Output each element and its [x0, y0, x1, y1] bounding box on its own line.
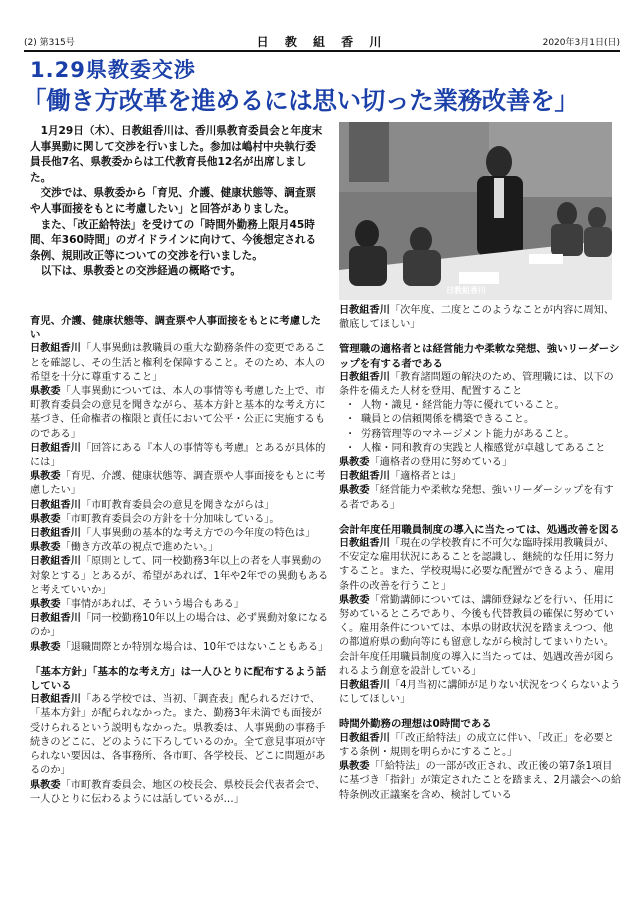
- page-header: [24, 35, 620, 49]
- left-column: [30, 314, 330, 807]
- speaker-name: 県教委: [30, 471, 61, 483]
- issue-date: 2020年3月1日(日): [542, 38, 620, 48]
- dialogue-text: 「現在の学校教育に不可欠な臨時採用教職員が、不安定な雇用状況にあることを認識し、継続的な任用に努力すること。また、学校現場に必要な配置ができるよう、雇用条件の改善を行うこと」: [339, 538, 615, 592]
- dialogue-text: 「回答にある『本人の事情等も考慮』とあるが具体的には」: [30, 442, 326, 469]
- dialogue-text: 「人事異動の基本的な考え方での今年度の特色は」: [80, 528, 316, 540]
- list-item: ・ 労務管理等のマネージメント能力があること。: [339, 428, 622, 442]
- photo-caption: 日教組香川: [446, 286, 486, 295]
- header-rule: [24, 50, 620, 52]
- dialogue-text: 「同一校勤務10年以上の場合は、必ず異動対象になるのか」: [30, 613, 329, 639]
- dialogue-line: [30, 612, 330, 640]
- dialogue-text: 「人事異動は教職員の重大な勤務条件の変更であることを確認し、その生活と権利を保障すること。そのため、本人の希望を十分に尊重すること」: [30, 343, 326, 383]
- section-heading: 育児、介護、健康状態等、調査票や人事面接をもとに考慮したい: [30, 315, 321, 342]
- dialogue-line: [30, 641, 330, 655]
- section-heading: 会計年度任用職員制度の導入に当たっては、処遇改善を図る: [339, 523, 620, 536]
- speaker-name: 日教組香川: [30, 528, 81, 540]
- section-gap: [30, 655, 330, 665]
- dialogue-line: [30, 470, 330, 498]
- condition-list: [339, 399, 622, 456]
- speaker-name: 県教委: [30, 641, 61, 653]
- speaker-name: 県教委: [30, 386, 61, 398]
- speaker-name: 日教組香川: [339, 538, 390, 550]
- dialogue-text: 「ある学校では、当初、「調査表」配られるだけで、「基本方針」が配られなかった。また、勤務3年未満でも面接が受けられるという説明もなかった。県教委は、人事異動の事務手続きのどこに、どのように下ろしているのか。全て意見事項が守られない要因は、各事務所、各市町、各学校長、どこに問題があるのか」: [30, 694, 326, 777]
- intro-text: [30, 124, 326, 280]
- right-column: [339, 304, 622, 803]
- dialogue-text: 「市町教育委員会の方針を十分加味している」。: [60, 513, 280, 525]
- speaker-name: 県教委: [339, 594, 370, 606]
- dialogue-text: 「働き方改革の視点で進めたい。」: [60, 542, 219, 554]
- dialogue-text: 「事情があれば、そういう場合もある」: [60, 599, 244, 611]
- speaker-name: 県教委: [339, 457, 370, 469]
- speaker-name: 日教組香川: [339, 305, 390, 316]
- dialogue-text: 「退職間際とか特別な場合は、10年ではないこともある」: [60, 641, 329, 653]
- intro-paragraph: 1月29日（木）、日教組香川は、香川県教育委員会と年度末人事異動に関して交渉を行いました。参加は嶋村中央執行委員長他7名、県教委からは工代教育長他12名が出席しました。: [30, 125, 323, 184]
- dialogue-line: [30, 779, 330, 807]
- section-gap: [339, 513, 622, 523]
- dialogue-line: [339, 760, 622, 803]
- dialogue-line: [339, 537, 622, 594]
- speaker-name: 日教組香川: [30, 499, 81, 511]
- speaker-name: 県教委: [30, 513, 61, 525]
- speaker-name: 県教委: [339, 761, 370, 773]
- dialogue-text: 「経営能力や柔軟な発想、強いリーダーシップを有する者である」: [339, 485, 614, 511]
- dialogue-text: 「市町教育委員会、地区の校長会、県校長会代表者会で、一人ひとりに伝わるようには話しているが…」: [30, 779, 326, 805]
- speaker-name: 日教組香川: [30, 613, 81, 625]
- speaker-name: 日教組香川: [30, 556, 81, 568]
- dialogue-line: [30, 442, 330, 470]
- dialogue-line: [339, 456, 622, 470]
- speaker-name: 県教委: [30, 599, 61, 611]
- dialogue-line: [339, 470, 622, 484]
- dialogue-line: [339, 484, 622, 512]
- dialogue-line: [30, 342, 330, 385]
- section-heading: 管理職の適格者とは経営能力や柔軟な発想、強いリーダーシップを有する者である: [339, 343, 620, 370]
- dialogue-text: 「常勤講師については、講師登録などを行い、任用に努めているところであり、今後も代替教員の確保に努めていく。雇用条件については、本県の財政状況を踏まえつつ、他の都道府県の動向等にも留意しながら検討してまいりたい。会計年度任用職員制度の導入に当たっては、処遇改善が図られるよう創意を設計している」: [339, 594, 615, 677]
- dialogue-text: 「適格者の登用に努めている」: [369, 457, 513, 469]
- speaker-name: 県教委: [339, 485, 370, 497]
- dialogue-text: 「次年度、二度とこのようなことが内容に周知、徹底してほしい」: [339, 305, 615, 331]
- dialogue-text: 「教育諸問題の解決のため、管理職には、以下の条件を備えた人材を登用、配置すること: [339, 371, 614, 398]
- speaker-name: 県教委: [30, 779, 61, 791]
- dialogue-line: [30, 598, 330, 612]
- speaker-name: 日教組香川: [339, 732, 390, 744]
- meeting-photo: [339, 122, 612, 300]
- intro-paragraph: 交渉では、県教委から「育児、介護、健康状態等、調査票や人事面接をもとに考慮したい」と回答がありました。: [30, 187, 317, 215]
- section-gap: [339, 707, 622, 717]
- dialogue-text: 「人事異動については、本人の事情等も考慮した上で、市町教育委員会の意見を聞きながら、基本方針と基本的な考え方に基づき、任命権者の権限と責任において公平・公正に実施するものである」: [30, 386, 326, 440]
- dialogue-text: 「育児、介護、健康状態等、調査票や人事面接をもとに考慮したい」: [30, 471, 326, 497]
- speaker-name: 日教組香川: [339, 371, 390, 383]
- dialogue-text: 「市町教育委員会の意見を聞きながらは」: [80, 499, 275, 511]
- dialogue-text: 「「給特法」の一部が改正され、改正後の第7条1項目に基づき「指針」が策定されたことを踏まえ、2月議会への給特条例改正議案を含め、検討している: [339, 761, 622, 801]
- dialogue-line: [339, 371, 622, 399]
- dialogue-line: [30, 527, 330, 541]
- section-gap: [339, 332, 622, 342]
- article-title: 「働き方改革を進めるには思い切った業務改善を」: [22, 86, 579, 115]
- list-item: ・ 人物・識見・経営能力等に優れていること。: [339, 399, 622, 413]
- issue-number: (2) 第315号: [24, 38, 75, 48]
- dialogue-line: [30, 541, 330, 555]
- dialogue-line: [339, 732, 622, 760]
- speaker-name: 日教組香川: [339, 471, 390, 483]
- speaker-name: 日教組香川: [30, 694, 81, 706]
- speaker-name: 日教組香川: [30, 442, 81, 454]
- article-subtitle: 1.29県教委交渉: [30, 58, 196, 82]
- dialogue-line: [30, 555, 330, 598]
- section-heading: 「基本方針」「基本的な考え方」は一人ひとりに配布するよう話している: [30, 665, 327, 693]
- dialogue-text: 「4月当初に講師が足りない状況をつくらないようにしてほしい」: [339, 680, 621, 706]
- dialogue-line: [30, 499, 330, 513]
- dialogue-line: [30, 385, 330, 442]
- newspaper-name: 日 教 組 香 川: [256, 35, 388, 49]
- dialogue-line: [30, 513, 330, 527]
- dialogue-line: [30, 693, 330, 778]
- speaker-name: 日教組香川: [30, 343, 81, 355]
- dialogue-text: 「適格者とは」: [389, 471, 462, 483]
- intro-paragraph: 以下は、県教委との交渉経過の概略です。: [40, 265, 242, 278]
- section-heading: 時間外勤務の理想は0時間である: [339, 718, 492, 731]
- dialogue-text: 「「改正給特法」の成立に伴い、「改正」を必要とする条例・規則を明らかにすること。」: [339, 732, 615, 758]
- dialogue-text: 「原則として、同一校勤務3年以上の者を人事異動の対象とする」とあるが、希望があれば、1年や2年での異動もあると考えていいか」: [30, 556, 329, 596]
- dialogue-line: [339, 304, 622, 332]
- speaker-name: 日教組香川: [339, 680, 390, 692]
- speaker-name: 県教委: [30, 542, 61, 554]
- dialogue-line: [339, 679, 622, 707]
- list-item: ・ 職員との信頼関係を構築できること。: [339, 413, 622, 427]
- dialogue-line: [339, 594, 622, 679]
- meeting-photo-image: [339, 122, 612, 300]
- intro-paragraph: また、「改正給特法」を受けての「時間外勤務上限月45時間、年360時間」のガイドラインに向けて、今後想定される条例、規則改正等についての交渉を行いました。: [30, 218, 317, 262]
- list-item: ・ 人権・同和教育の実践と人権感覚が卓越してあること: [339, 442, 622, 456]
